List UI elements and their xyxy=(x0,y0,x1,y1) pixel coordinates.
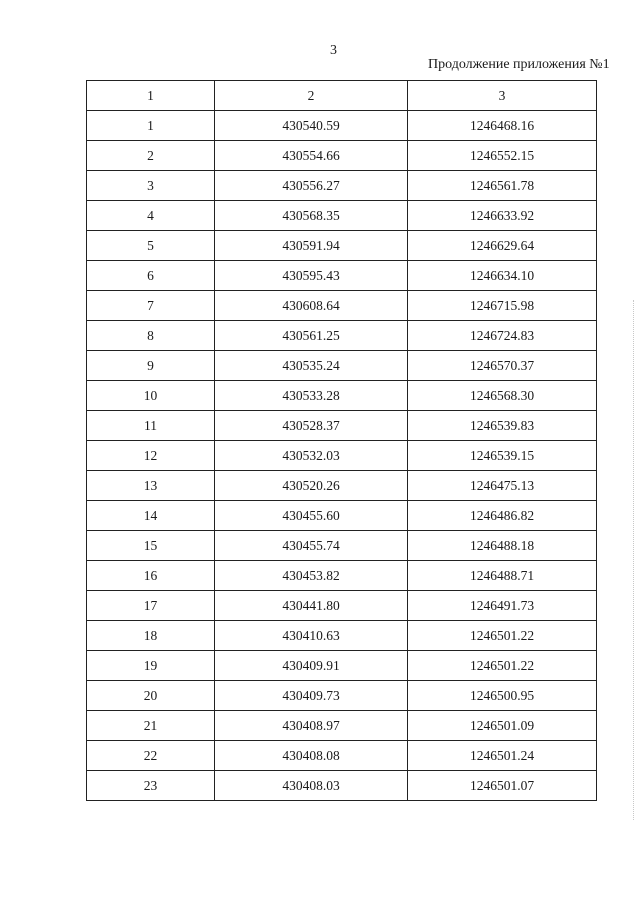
x-coordinate-cell: 430453.82 xyxy=(215,561,408,591)
scan-edge-mark xyxy=(632,300,634,820)
x-coordinate-cell: 430561.25 xyxy=(215,321,408,351)
y-coordinate-cell: 1246539.83 xyxy=(408,411,597,441)
table-row xyxy=(87,291,597,321)
x-coordinate-cell: 430540.59 xyxy=(215,111,408,141)
point-number-cell: 6 xyxy=(87,261,215,291)
y-coordinate-cell: 1246501.22 xyxy=(408,651,597,681)
x-coordinate-cell: 430455.60 xyxy=(215,501,408,531)
y-coordinate-cell: 1246568.30 xyxy=(408,381,597,411)
y-coordinate-cell: 1246501.09 xyxy=(408,711,597,741)
y-coordinate-cell: 1246468.16 xyxy=(408,111,597,141)
x-coordinate-cell: 430455.74 xyxy=(215,531,408,561)
y-coordinate-cell: 1246715.98 xyxy=(408,291,597,321)
table-row xyxy=(87,711,597,741)
table-row xyxy=(87,501,597,531)
point-number-cell: 5 xyxy=(87,231,215,261)
page-number: 3 xyxy=(330,43,337,58)
table-row xyxy=(87,171,597,201)
table-row xyxy=(87,771,597,801)
y-coordinate-cell: 1246501.24 xyxy=(408,741,597,771)
y-coordinate-cell: 1246475.13 xyxy=(408,471,597,501)
y-coordinate-cell: 1246724.83 xyxy=(408,321,597,351)
header-col-3: 3 xyxy=(408,81,597,111)
coordinates-table xyxy=(86,80,597,801)
x-coordinate-cell: 430533.28 xyxy=(215,381,408,411)
table-row xyxy=(87,531,597,561)
table-row xyxy=(87,411,597,441)
y-coordinate-cell: 1246491.73 xyxy=(408,591,597,621)
x-coordinate-cell: 430409.91 xyxy=(215,651,408,681)
point-number-cell: 21 xyxy=(87,711,215,741)
y-coordinate-cell: 1246501.22 xyxy=(408,621,597,651)
y-coordinate-cell: 1246488.18 xyxy=(408,531,597,561)
point-number-cell: 13 xyxy=(87,471,215,501)
x-coordinate-cell: 430595.43 xyxy=(215,261,408,291)
table-row xyxy=(87,471,597,501)
table-row xyxy=(87,651,597,681)
x-coordinate-cell: 430410.63 xyxy=(215,621,408,651)
y-coordinate-cell: 1246552.15 xyxy=(408,141,597,171)
table-header-row xyxy=(87,81,597,111)
table-row xyxy=(87,111,597,141)
point-number-cell: 20 xyxy=(87,681,215,711)
point-number-cell: 9 xyxy=(87,351,215,381)
x-coordinate-cell: 430408.08 xyxy=(215,741,408,771)
point-number-cell: 11 xyxy=(87,411,215,441)
point-number-cell: 10 xyxy=(87,381,215,411)
header-col-1: 1 xyxy=(87,81,215,111)
y-coordinate-cell: 1246539.15 xyxy=(408,441,597,471)
table-body xyxy=(87,111,597,801)
header-col-2: 2 xyxy=(215,81,408,111)
x-coordinate-cell: 430556.27 xyxy=(215,171,408,201)
table-row xyxy=(87,321,597,351)
point-number-cell: 22 xyxy=(87,741,215,771)
point-number-cell: 2 xyxy=(87,141,215,171)
table-row xyxy=(87,441,597,471)
x-coordinate-cell: 430408.03 xyxy=(215,771,408,801)
x-coordinate-cell: 430409.73 xyxy=(215,681,408,711)
x-coordinate-cell: 430608.64 xyxy=(215,291,408,321)
point-number-cell: 8 xyxy=(87,321,215,351)
y-coordinate-cell: 1246500.95 xyxy=(408,681,597,711)
point-number-cell: 1 xyxy=(87,111,215,141)
point-number-cell: 18 xyxy=(87,621,215,651)
x-coordinate-cell: 430568.35 xyxy=(215,201,408,231)
table-row xyxy=(87,591,597,621)
y-coordinate-cell: 1246501.07 xyxy=(408,771,597,801)
point-number-cell: 19 xyxy=(87,651,215,681)
y-coordinate-cell: 1246486.82 xyxy=(408,501,597,531)
table-row xyxy=(87,231,597,261)
table-row xyxy=(87,621,597,651)
point-number-cell: 23 xyxy=(87,771,215,801)
point-number-cell: 15 xyxy=(87,531,215,561)
appendix-continuation-note: Продолжение приложения №1 xyxy=(428,57,610,72)
table-row xyxy=(87,741,597,771)
point-number-cell: 14 xyxy=(87,501,215,531)
table-row xyxy=(87,681,597,711)
table-row xyxy=(87,141,597,171)
y-coordinate-cell: 1246629.64 xyxy=(408,231,597,261)
table-row xyxy=(87,201,597,231)
point-number-cell: 7 xyxy=(87,291,215,321)
table-row xyxy=(87,351,597,381)
y-coordinate-cell: 1246570.37 xyxy=(408,351,597,381)
y-coordinate-cell: 1246488.71 xyxy=(408,561,597,591)
y-coordinate-cell: 1246561.78 xyxy=(408,171,597,201)
x-coordinate-cell: 430554.66 xyxy=(215,141,408,171)
y-coordinate-cell: 1246634.10 xyxy=(408,261,597,291)
point-number-cell: 12 xyxy=(87,441,215,471)
x-coordinate-cell: 430591.94 xyxy=(215,231,408,261)
x-coordinate-cell: 430532.03 xyxy=(215,441,408,471)
point-number-cell: 4 xyxy=(87,201,215,231)
point-number-cell: 16 xyxy=(87,561,215,591)
x-coordinate-cell: 430520.26 xyxy=(215,471,408,501)
table-row xyxy=(87,261,597,291)
table-row xyxy=(87,561,597,591)
x-coordinate-cell: 430535.24 xyxy=(215,351,408,381)
point-number-cell: 17 xyxy=(87,591,215,621)
point-number-cell: 3 xyxy=(87,171,215,201)
y-coordinate-cell: 1246633.92 xyxy=(408,201,597,231)
table-row xyxy=(87,381,597,411)
x-coordinate-cell: 430441.80 xyxy=(215,591,408,621)
x-coordinate-cell: 430528.37 xyxy=(215,411,408,441)
x-coordinate-cell: 430408.97 xyxy=(215,711,408,741)
